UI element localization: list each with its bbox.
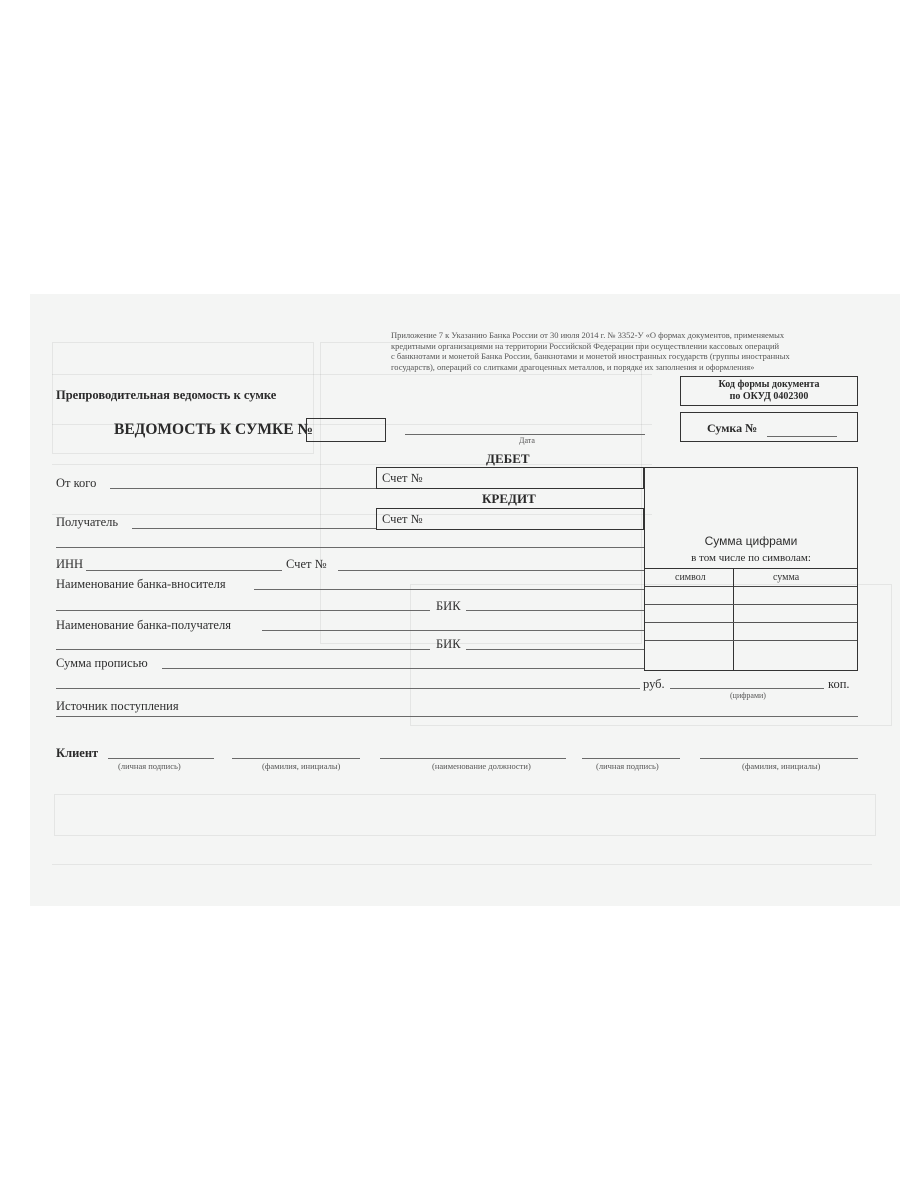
debit-account-label: Счет №	[382, 471, 423, 485]
recipient-line-2[interactable]	[56, 547, 644, 548]
from-line[interactable]	[110, 488, 376, 489]
reverse-ghost-line	[52, 374, 652, 375]
source-label: Источник поступления	[56, 699, 179, 713]
kop-label: коп.	[828, 677, 850, 691]
depositor-bank-line[interactable]	[254, 589, 644, 590]
recipient-bank-line[interactable]	[262, 630, 644, 631]
amount-table-row[interactable]	[645, 604, 857, 605]
form-code-line2: по ОКУД 0402300	[729, 391, 809, 402]
form-subtitle: Препроводительная ведомость к сумке	[56, 388, 277, 402]
regulation-note-line: Приложение 7 к Указанию Банка России от 30 июля 2014 г. № 3352-У «О формах документов, применяемых	[391, 330, 785, 340]
recipient-bank-label: Наименование банка-получателя	[56, 618, 231, 632]
recipient-bik-line[interactable]	[466, 649, 644, 650]
form-code-line1: Код формы документа	[718, 379, 820, 390]
recipient-label: Получатель	[56, 515, 119, 529]
amount-digits-subtitle: в том числе по символам:	[691, 552, 811, 564]
rub-label: руб.	[643, 677, 665, 691]
position-caption: (наименование должности)	[432, 761, 531, 771]
regulation-note-line: кредитными организациями на территории Российской Федерации при осуществлении кассовых операций	[391, 340, 780, 351]
reverse-ghost-block	[54, 794, 876, 836]
bag-number-box	[680, 412, 858, 442]
officer-signature-line[interactable]	[582, 758, 680, 759]
amount-table-rule	[645, 568, 857, 569]
amount-table-rule	[645, 586, 857, 587]
debit-account-box[interactable]	[376, 467, 644, 489]
amount-digits-table	[644, 467, 858, 671]
col-symbol-header: символ	[675, 572, 706, 583]
depositor-bank-line-2[interactable]	[56, 610, 430, 611]
account-label: Счет №	[286, 557, 327, 571]
amount-table-row[interactable]	[645, 622, 857, 623]
amount-words-line[interactable]	[162, 668, 644, 669]
reverse-ghost-line	[52, 464, 652, 465]
officer-name-caption: (фамилия, инициалы)	[742, 761, 821, 771]
regulation-note	[391, 330, 871, 372]
document-sheet	[30, 294, 900, 906]
recipient-line[interactable]	[132, 528, 376, 529]
amount-words-line-2[interactable]	[56, 688, 640, 689]
depositor-bank-label: Наименование банка-вносителя	[56, 577, 226, 591]
kop-line[interactable]	[670, 688, 824, 689]
regulation-note-line: с банкнотами и монетой Банка России, банкнотами и монетой иностранных государств (группы иностранных	[391, 351, 790, 361]
statement-number-box[interactable]	[306, 418, 386, 442]
amount-words-label: Сумма прописью	[56, 656, 148, 670]
amount-digits-title: Сумма цифрами	[704, 534, 798, 548]
credit-account-box[interactable]	[376, 508, 644, 530]
client-signature-line[interactable]	[108, 758, 214, 759]
credit-heading: КРЕДИТ	[482, 491, 536, 506]
credit-account-label: Счет №	[382, 512, 423, 526]
client-label: Клиент	[56, 746, 99, 760]
inn-label: ИНН	[56, 557, 84, 571]
amount-table-row[interactable]	[645, 640, 857, 641]
officer-signature-caption: (личная подпись)	[596, 761, 659, 771]
debit-heading: ДЕБЕТ	[486, 451, 530, 466]
officer-name-line[interactable]	[700, 758, 858, 759]
inn-line[interactable]	[86, 570, 282, 571]
form-title: ВЕДОМОСТЬ К СУМКЕ №	[114, 421, 314, 438]
bag-number-line	[767, 436, 837, 437]
account-line[interactable]	[338, 570, 644, 571]
position-line[interactable]	[380, 758, 566, 759]
from-label: От кого	[56, 476, 97, 490]
col-amount-header: сумма	[773, 572, 800, 583]
date-line[interactable]	[405, 434, 645, 435]
regulation-note-line: государств), операций со слитками драгоценных металлов, и порядке их заполнения и оформления»	[391, 361, 755, 372]
depositor-bik-label: БИК	[436, 599, 461, 613]
signature-caption: (личная подпись)	[118, 761, 181, 771]
recipient-bank-line-2[interactable]	[56, 649, 430, 650]
amount-table-divider	[733, 568, 734, 670]
depositor-bik-line[interactable]	[466, 610, 644, 611]
source-line[interactable]	[56, 716, 858, 717]
reverse-ghost-line	[52, 864, 872, 865]
date-caption: Дата	[519, 436, 535, 445]
client-name-line[interactable]	[232, 758, 360, 759]
bag-number-label: Сумка №	[707, 421, 758, 435]
form-code-box	[680, 376, 858, 406]
recipient-bik-label: БИК	[436, 637, 461, 651]
name-caption: (фамилия, инициалы)	[262, 761, 341, 771]
digits-caption: (цифрами)	[730, 691, 766, 700]
